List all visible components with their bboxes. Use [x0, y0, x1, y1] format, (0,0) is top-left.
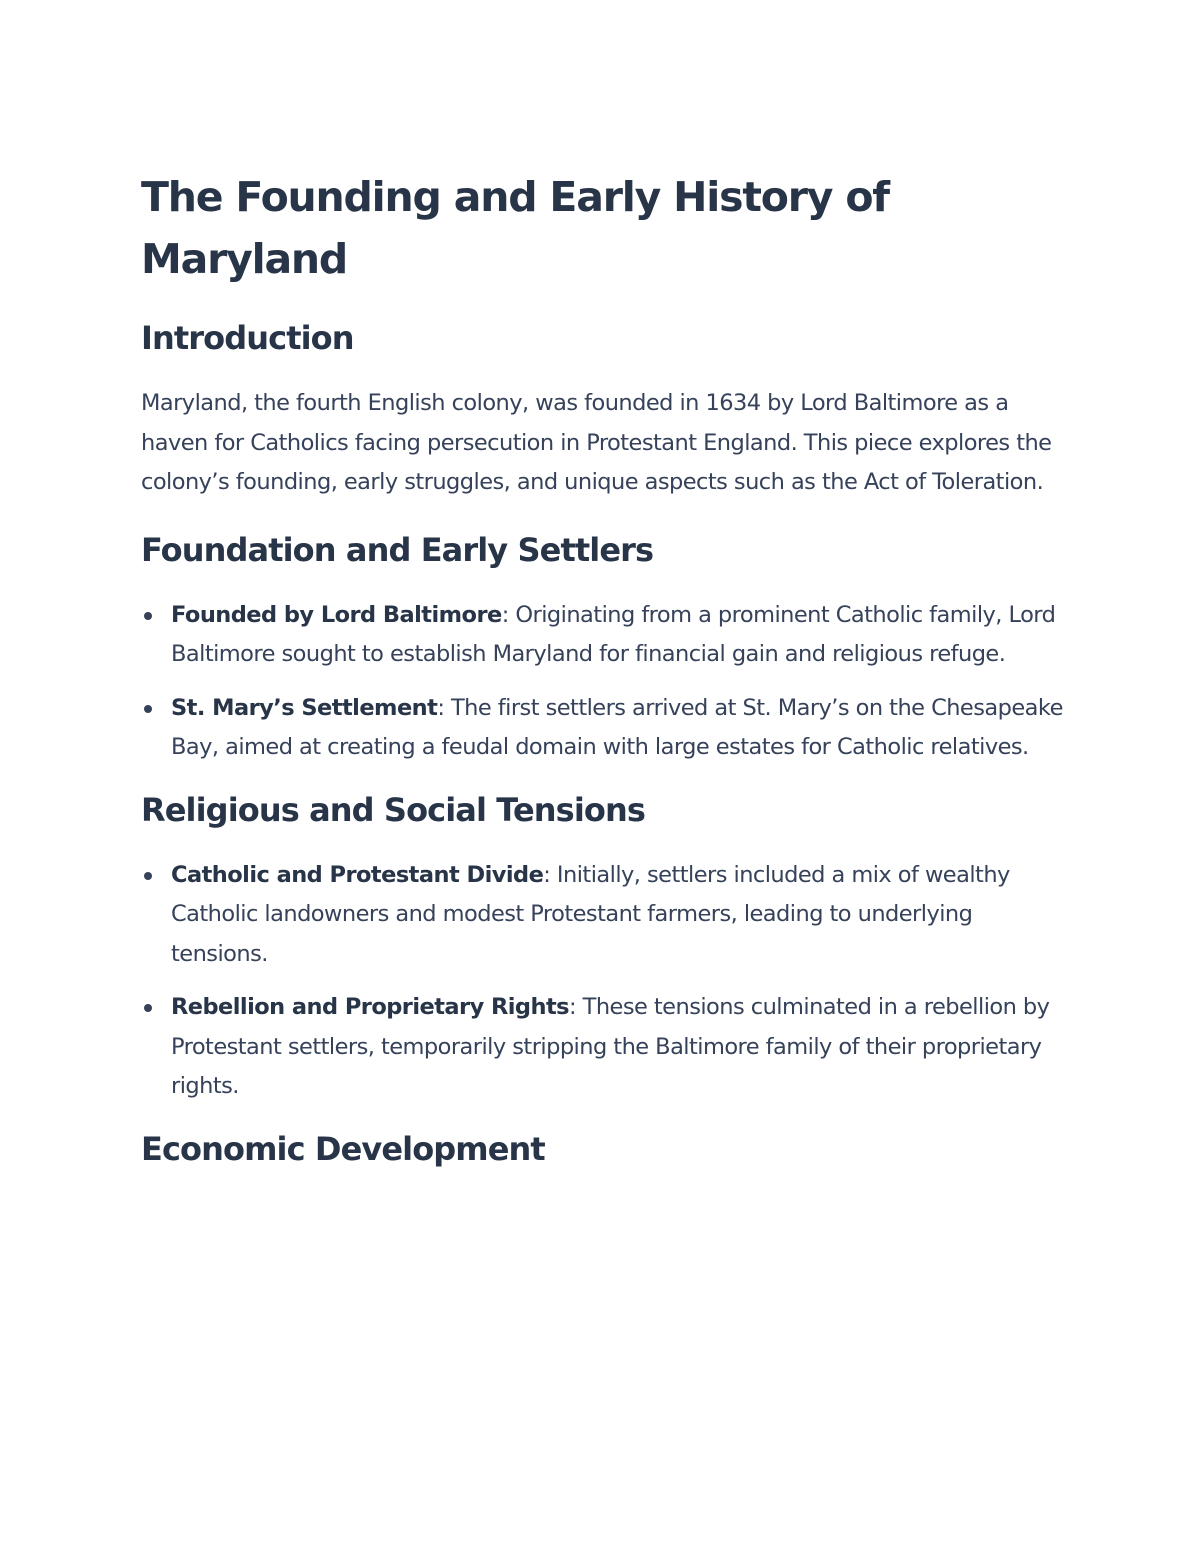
list-item-term: Founded by Lord Baltimore	[171, 601, 502, 628]
list-item-text: : Initially, settlers included a mix of wealthy Catholic landowners and modest Protestant farmers, leading to underlying tensions.	[171, 861, 1010, 967]
bullet-icon	[144, 1004, 152, 1012]
list-item-text: : Originating from a prominent Catholic family, Lord Baltimore sought to establish Maryland for financial gain and religious refuge.	[171, 601, 1056, 667]
bullet-icon	[144, 705, 152, 713]
bullet-icon	[144, 872, 152, 880]
bullet-icon	[144, 612, 152, 620]
list-item	[141, 596, 1071, 675]
list-item-term: Catholic and Protestant Divide	[171, 861, 544, 888]
section-heading-tensions: Religious and Social Tensions	[141, 790, 645, 829]
section-heading-introduction: Introduction	[141, 319, 354, 357]
section-heading-economic: Economic Development	[141, 1129, 545, 1168]
document-page	[141, 166, 1071, 1173]
tensions-list	[141, 856, 1071, 1107]
list-item	[141, 988, 1071, 1107]
list-item	[141, 689, 1071, 768]
list-item-text: : The first settlers arrived at St. Mary’s on the Chesapeake Bay, aimed at creating a feudal domain with large estates for Catholic relatives.	[171, 694, 1063, 760]
list-item-term: St. Mary’s Settlement	[171, 694, 438, 721]
document-title: The Founding and Early History of Maryland	[141, 173, 889, 283]
introduction-paragraph: Maryland, the fourth English colony, was founded in 1634 by Lord Baltimore as a haven for Catholics facing persecution in Protestant England. This piece explores the colony’s founding, early struggles, and unique aspects such as the Act of Toleration.	[141, 390, 1052, 495]
list-item-term: Rebellion and Proprietary Rights	[171, 994, 570, 1020]
section-heading-foundation: Foundation and Early Settlers	[141, 530, 654, 569]
list-item-text: : These tensions culminated in a rebellion by Protestant settlers, temporarily stripping the Baltimore family of their proprietary rights.	[171, 994, 1050, 1099]
foundation-list	[141, 596, 1071, 768]
list-item	[141, 856, 1071, 975]
